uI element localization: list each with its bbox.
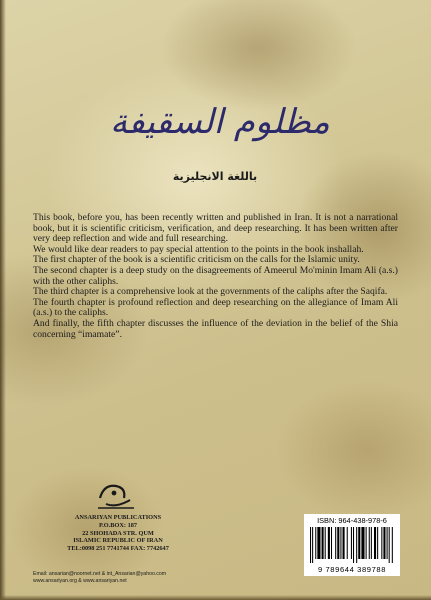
- barcode-bar: [325, 527, 326, 559]
- barcode-bar: [377, 527, 378, 559]
- arabic-subtitle: باللغة الانجليزية: [172, 170, 258, 183]
- barcode-bar: [389, 527, 390, 563]
- publisher-phone: TEL:0098 251 7741744 FAX: 7742647: [67, 545, 169, 553]
- barcode-bar: [347, 527, 348, 559]
- barcode-bar: [374, 527, 376, 559]
- barcode-bar: [343, 527, 345, 559]
- paragraph-chapter-3: The third chapter is a comprehensive look at the governments of the caliphs after the Saqifa.: [33, 286, 388, 298]
- barcode-number: 9 789644 389788: [317, 565, 387, 574]
- publisher-name: ANSARIYAN PUBLICATIONS: [74, 514, 162, 521]
- barcode-bar: [310, 527, 311, 563]
- barcode-bar: [366, 527, 367, 559]
- barcode-bar: [351, 527, 352, 559]
- barcode-bar: [317, 527, 320, 559]
- barcode-bar: [381, 527, 382, 559]
- cover-left-edge: [0, 0, 6, 600]
- publisher-logo-icon: [94, 478, 138, 512]
- arabic-title: مظلوم السقيفة: [110, 102, 330, 142]
- isbn-barcode: [304, 514, 400, 576]
- barcode-bar: [340, 527, 341, 559]
- barcode-bar: [383, 527, 385, 559]
- barcode-bar: [315, 527, 316, 559]
- paragraph-readers: We would like dear readers to pay special attention to the points in the book inshallah.: [33, 243, 364, 255]
- barcode-bar: [328, 527, 330, 559]
- cover-bottom-edge: [0, 595, 431, 600]
- barcode-bar: [337, 527, 339, 559]
- barcode-icon: [310, 527, 396, 563]
- barcode-bar: [371, 527, 372, 559]
- paragraph-chapter-4: The fourth chapter is profound reflection and deep researching on the allegiance of Imam Ali (a.s.) to the caliphs.: [33, 296, 398, 319]
- publisher-address: [62, 514, 174, 553]
- publisher-street: 22 SHOHADA STR. QUM: [82, 529, 154, 537]
- barcode-bar: [387, 527, 388, 559]
- barcode-bar: [322, 527, 324, 559]
- publisher-contact: [33, 571, 213, 585]
- description-text: [33, 213, 398, 340]
- paragraph-chapter-1: The first chapter of the book is a scientific criticism on the calls for the Islamic unity.: [33, 254, 360, 266]
- barcode-bar: [369, 527, 370, 559]
- barcode-bar: [353, 527, 354, 563]
- publisher-email: Email: ansarian@noornet.net & int_Ansarian@yahoo.com: [33, 571, 167, 577]
- barcode-bar: [392, 527, 393, 563]
- barcode-bar: [356, 527, 357, 563]
- barcode-bar: [361, 527, 364, 559]
- publisher-country: ISLAMIC REPUBLIC OF IRAN: [73, 537, 163, 545]
- publisher-pobox: P.O.BOX: 187: [98, 521, 138, 529]
- isbn-label: ISBN: 964-438-978-6: [317, 516, 387, 525]
- paragraph-intro: This book, before you, has been recently written and published in Iran. It is not a narrational book, but it is scientific criticism, verification, and deep researching. It has been written after very deep reflection and wide and full researching.: [33, 212, 398, 245]
- barcode-bar: [312, 527, 313, 563]
- paragraph-chapter-2: The second chapter is a deep study on the disagreements of Ameerul Mo'minin Imam Ali (a.s.) with the other caliphs.: [33, 264, 398, 287]
- barcode-bar: [335, 527, 336, 559]
- barcode-bar: [331, 527, 332, 559]
- paragraph-chapter-5: And finally, the fifth chapter discusses the influence of the deviation in the belief of the Shia concerning “imamate”.: [33, 317, 398, 340]
- publisher-web: www.ansariyan.org & www.ansariyan.net: [33, 578, 127, 584]
- barcode-bar: [358, 527, 360, 559]
